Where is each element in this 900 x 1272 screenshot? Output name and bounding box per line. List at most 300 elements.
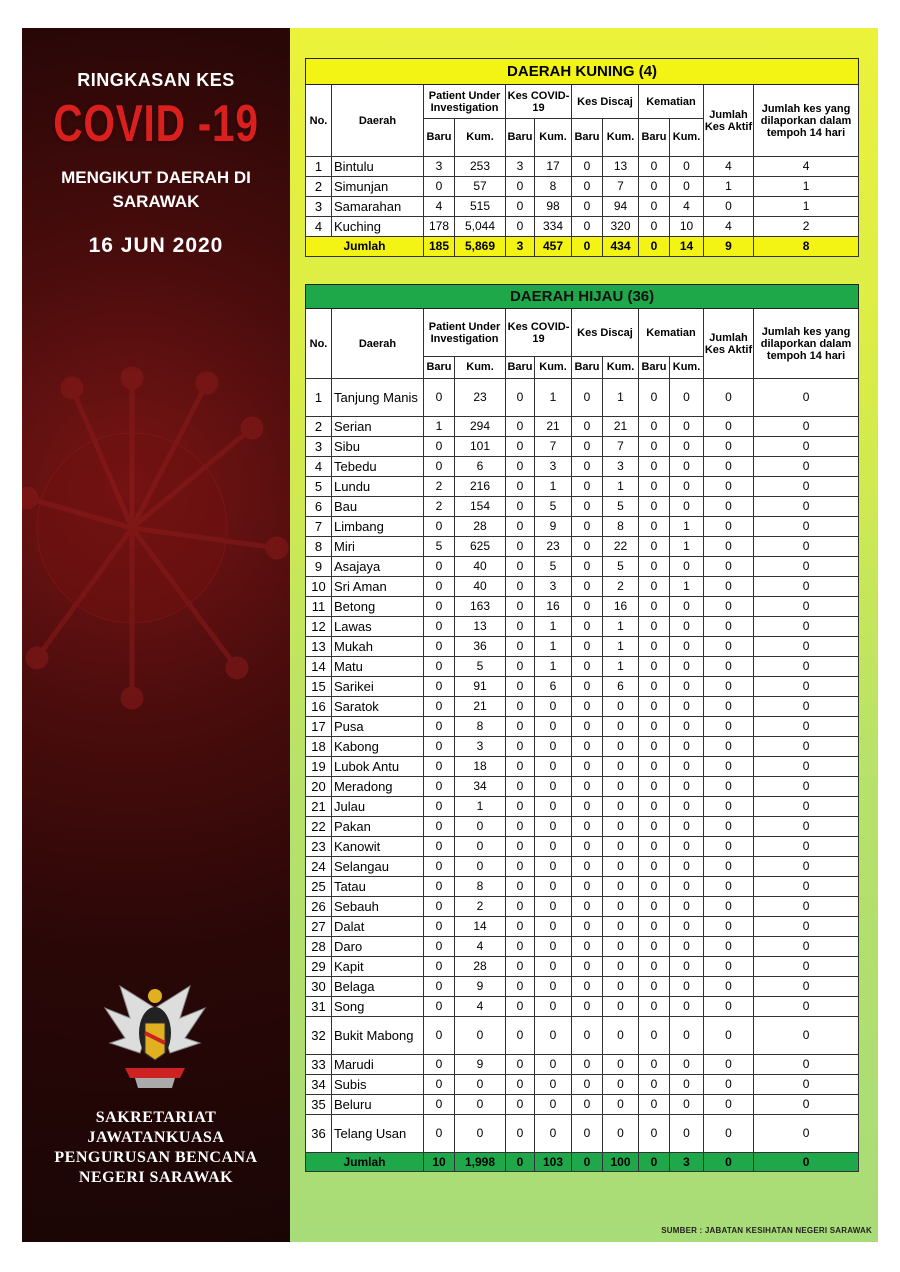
table-cell: 3 (535, 577, 572, 597)
table-cell: 0 (754, 557, 859, 577)
table-cell: 21 (535, 417, 572, 437)
table-row (306, 817, 859, 837)
table-cell: 4 (455, 937, 506, 957)
table-cell: 0 (424, 577, 455, 597)
table-cell: 0 (572, 457, 603, 477)
district-name: Betong (332, 597, 424, 617)
table-cell: 0 (506, 897, 535, 917)
table-cell: 0 (506, 757, 535, 777)
table-cell: 0 (639, 857, 670, 877)
left-panel (22, 28, 290, 1242)
table-cell: 0 (754, 379, 859, 417)
table-cell: 0 (754, 877, 859, 897)
table-cell: 0 (506, 537, 535, 557)
table-cell: 0 (424, 797, 455, 817)
table-cell: 0 (535, 957, 572, 977)
table-cell: 0 (639, 837, 670, 857)
table-cell: 0 (670, 379, 704, 417)
table-cell: 0 (506, 1115, 535, 1153)
table-cell: 0 (424, 717, 455, 737)
row-number: 7 (306, 517, 332, 537)
table-cell: 0 (603, 1017, 639, 1055)
table-row (306, 737, 859, 757)
table-cell: 36 (455, 637, 506, 657)
table-cell: 0 (535, 1017, 572, 1055)
table-row (306, 177, 859, 197)
table-cell: 0 (506, 937, 535, 957)
table-cell: 0 (704, 597, 754, 617)
table-cell: 0 (572, 617, 603, 637)
row-number: 35 (306, 1095, 332, 1115)
table-cell: 0 (572, 817, 603, 837)
table-cell: 0 (754, 1055, 859, 1075)
table-cell: 0 (424, 937, 455, 957)
table-cell: 2 (424, 497, 455, 517)
table-cell: 0 (424, 1095, 455, 1115)
table-cell: 0 (572, 677, 603, 697)
sub-kum: Kum. (670, 119, 704, 157)
table-cell: 0 (704, 797, 754, 817)
table-cell: 0 (535, 997, 572, 1017)
secretariat-footer (22, 1108, 290, 1188)
table-cell: 0 (535, 797, 572, 817)
table-cell: 0 (754, 597, 859, 617)
table-cell: 0 (704, 497, 754, 517)
table-cell: 7 (535, 437, 572, 457)
table-cell: 1 (603, 637, 639, 657)
sub-baru: Baru (572, 119, 603, 157)
table-row (306, 1095, 859, 1115)
table-cell: 294 (455, 417, 506, 437)
table-cell: 0 (424, 757, 455, 777)
row-number: 9 (306, 557, 332, 577)
table-cell: 0 (754, 437, 859, 457)
table-cell: 0 (572, 717, 603, 737)
table-row (306, 517, 859, 537)
table-cell: 0 (670, 557, 704, 577)
row-number: 16 (306, 697, 332, 717)
table-cell: 0 (754, 657, 859, 677)
table-cell: 1 (603, 477, 639, 497)
table-cell: 22 (603, 537, 639, 557)
table-cell: 0 (639, 657, 670, 677)
row-number: 10 (306, 577, 332, 597)
table-cell: 0 (424, 857, 455, 877)
table-cell: 1 (535, 379, 572, 417)
table-cell: 0 (670, 897, 704, 917)
table-cell: 0 (704, 637, 754, 657)
table-cell: 5 (603, 497, 639, 517)
table-cell: 0 (455, 1075, 506, 1095)
table-cell: 0 (754, 417, 859, 437)
table-cell: 0 (754, 577, 859, 597)
table-cell: 98 (535, 197, 572, 217)
table-cell: 94 (603, 197, 639, 217)
table-cell: 5 (424, 537, 455, 557)
table-cell: 0 (572, 737, 603, 757)
row-number: 22 (306, 817, 332, 837)
table-cell: 0 (704, 517, 754, 537)
district-name: Meradong (332, 777, 424, 797)
table-cell: 0 (754, 797, 859, 817)
table-cell: 1 (754, 197, 859, 217)
table-cell: 1 (455, 797, 506, 817)
table-cell: 0 (506, 597, 535, 617)
table-cell: 0 (639, 957, 670, 977)
table-cell: 0 (572, 977, 603, 997)
table-cell: 0 (670, 637, 704, 657)
table-cell: 0 (455, 837, 506, 857)
table-row (306, 597, 859, 617)
table-cell: 0 (603, 857, 639, 877)
table-cell: 0 (572, 757, 603, 777)
table-cell: 163 (455, 597, 506, 617)
table-cell: 0 (639, 457, 670, 477)
table-cell: 0 (639, 817, 670, 837)
district-name: Sebauh (332, 897, 424, 917)
table-cell: 0 (603, 757, 639, 777)
row-number: 20 (306, 777, 332, 797)
table-cell: 13 (455, 617, 506, 637)
table-cell: 0 (424, 1017, 455, 1055)
table-cell: 0 (506, 977, 535, 997)
table-cell: 0 (754, 617, 859, 637)
table-cell: 0 (670, 857, 704, 877)
sub-baru: Baru (424, 357, 455, 379)
table-cell: 10 (670, 217, 704, 237)
table-cell: 23 (535, 537, 572, 557)
table-row (306, 717, 859, 737)
district-name: Kanowit (332, 837, 424, 857)
table-row (306, 777, 859, 797)
table-cell: 0 (572, 797, 603, 817)
table-cell: 0 (424, 977, 455, 997)
table-cell: 0 (535, 737, 572, 757)
table-cell: 0 (535, 697, 572, 717)
table-cell: 2 (424, 477, 455, 497)
table-cell: 0 (670, 617, 704, 637)
sub-baru: Baru (639, 119, 670, 157)
table-cell: 0 (704, 417, 754, 437)
table-cell: 0 (670, 597, 704, 617)
table-cell: 0 (670, 1017, 704, 1055)
row-number: 8 (306, 537, 332, 557)
table-cell: 5 (535, 497, 572, 517)
table-cell: 0 (704, 897, 754, 917)
table-cell: 320 (603, 217, 639, 237)
table-cell: 2 (603, 577, 639, 597)
sub-kum: Kum. (535, 357, 572, 379)
table-row (306, 537, 859, 557)
table-row (306, 837, 859, 857)
table-cell: 16 (535, 597, 572, 617)
table-cell: 0 (424, 817, 455, 837)
table-cell: 9 (535, 517, 572, 537)
table-cell: 0 (572, 477, 603, 497)
table-cell: 0 (670, 817, 704, 837)
table-cell: 0 (670, 457, 704, 477)
district-name: Belaga (332, 977, 424, 997)
table-row (306, 1017, 859, 1055)
table-cell: 16 (603, 597, 639, 617)
table-cell: 0 (506, 857, 535, 877)
table-cell: 7 (603, 177, 639, 197)
row-number: 3 (306, 437, 332, 457)
table-cell: 0 (572, 497, 603, 517)
table-cell: 0 (754, 1017, 859, 1055)
table-cell: 0 (603, 897, 639, 917)
source-note: SUMBER : JABATAN KESIHATAN NEGERI SARAWAK (661, 1226, 872, 1235)
col-pui: Patient Under Investigation (424, 85, 506, 119)
table-cell: 0 (670, 877, 704, 897)
table-cell: 0 (506, 379, 535, 417)
table-cell: 0 (639, 379, 670, 417)
table-cell: 0 (639, 217, 670, 237)
table-cell: 0 (704, 1017, 754, 1055)
district-name: Pakan (332, 817, 424, 837)
table-cell: 0 (535, 817, 572, 837)
sub-kum: Kum. (455, 357, 506, 379)
table-cell: 0 (424, 1115, 455, 1153)
table-cell: 0 (704, 1075, 754, 1095)
district-name: Miri (332, 537, 424, 557)
table-cell: 0 (603, 717, 639, 737)
total-cell: 0 (639, 237, 670, 257)
footer-line: PENGURUSAN BENCANA (54, 1149, 258, 1166)
district-name: Bintulu (332, 157, 424, 177)
col-no: No. (306, 85, 332, 157)
table-cell: 0 (424, 597, 455, 617)
table-cell: 0 (754, 917, 859, 937)
row-number: 24 (306, 857, 332, 877)
table-cell: 0 (704, 937, 754, 957)
table-cell: 0 (603, 957, 639, 977)
table-cell: 0 (424, 677, 455, 697)
table-cell: 1 (424, 417, 455, 437)
table-cell: 0 (639, 1075, 670, 1095)
table-cell: 0 (506, 1075, 535, 1095)
table-cell: 4 (670, 197, 704, 217)
table-cell: 178 (424, 217, 455, 237)
table-cell: 0 (572, 1095, 603, 1115)
table-cell: 0 (639, 797, 670, 817)
table-cell: 0 (639, 937, 670, 957)
table-cell: 0 (424, 997, 455, 1017)
table-cell: 2 (754, 217, 859, 237)
table-cell: 0 (639, 1095, 670, 1115)
table-cell: 0 (572, 577, 603, 597)
table-cell: 0 (639, 517, 670, 537)
table-cell: 0 (704, 817, 754, 837)
table-cell: 0 (639, 697, 670, 717)
table-cell: 0 (424, 1055, 455, 1075)
district-name: Asajaya (332, 557, 424, 577)
table-cell: 0 (572, 557, 603, 577)
district-name: Limbang (332, 517, 424, 537)
table-cell: 0 (670, 417, 704, 437)
table-cell: 0 (572, 897, 603, 917)
table-cell: 0 (670, 157, 704, 177)
table-cell: 0 (424, 917, 455, 937)
table-cell: 0 (424, 637, 455, 657)
table-cell: 0 (670, 1095, 704, 1115)
total-cell: 8 (754, 237, 859, 257)
table-cell: 0 (639, 717, 670, 737)
table-cell: 0 (754, 457, 859, 477)
col-discaj: Kes Discaj (572, 85, 639, 119)
table-cell: 0 (704, 737, 754, 757)
table-cell: 14 (455, 917, 506, 937)
table-cell: 0 (506, 437, 535, 457)
table-cell: 0 (603, 1115, 639, 1153)
table-cell: 9 (455, 977, 506, 997)
table-cell: 0 (639, 1115, 670, 1153)
table-cell: 0 (506, 1095, 535, 1115)
table-row (306, 457, 859, 477)
table-cell: 0 (572, 537, 603, 557)
table-row (306, 877, 859, 897)
district-name: Kuching (332, 217, 424, 237)
table-cell: 0 (535, 837, 572, 857)
total-cell: 3 (670, 1153, 704, 1172)
table-cell: 1 (603, 379, 639, 417)
table-cell: 154 (455, 497, 506, 517)
table-cell: 0 (506, 717, 535, 737)
district-name: Tatau (332, 877, 424, 897)
table-cell: 0 (572, 657, 603, 677)
district-name: Matu (332, 657, 424, 677)
total-cell: 0 (572, 237, 603, 257)
table-cell: 0 (424, 697, 455, 717)
row-number: 14 (306, 657, 332, 677)
table-cell: 0 (535, 1115, 572, 1153)
table-cell: 0 (535, 1055, 572, 1075)
table-cell: 334 (535, 217, 572, 237)
table-cell: 0 (754, 897, 859, 917)
table-cell: 0 (639, 197, 670, 217)
row-number: 31 (306, 997, 332, 1017)
table-cell: 0 (704, 437, 754, 457)
table-cell: 101 (455, 437, 506, 457)
table-cell: 0 (572, 957, 603, 977)
table-cell: 1 (535, 477, 572, 497)
table-cell: 0 (670, 757, 704, 777)
table-cell: 0 (639, 637, 670, 657)
table-cell: 0 (424, 877, 455, 897)
district-name: Pusa (332, 717, 424, 737)
row-number: 2 (306, 417, 332, 437)
table-cell: 3 (506, 157, 535, 177)
table-cell: 0 (639, 497, 670, 517)
table-cell: 0 (603, 917, 639, 937)
table-cell: 0 (670, 957, 704, 977)
table-cell: 0 (424, 177, 455, 197)
table-cell: 5,044 (455, 217, 506, 237)
table-cell: 6 (455, 457, 506, 477)
table-cell: 0 (639, 437, 670, 457)
col-aktif: Jumlah Kes Aktif (704, 309, 754, 379)
total-cell: 0 (754, 1153, 859, 1172)
table-cell: 0 (704, 957, 754, 977)
total-cell: 14 (670, 237, 704, 257)
covid-title: COVID -19 (53, 95, 259, 153)
district-name: Samarahan (332, 197, 424, 217)
table-cell: 0 (754, 957, 859, 977)
table-cell: 0 (506, 557, 535, 577)
table-cell: 0 (506, 637, 535, 657)
table-cell: 0 (506, 877, 535, 897)
table-row (306, 497, 859, 517)
table-cell: 0 (603, 817, 639, 837)
table-row (306, 379, 859, 417)
row-number: 1 (306, 379, 332, 417)
district-name: Bukit Mabong (332, 1017, 424, 1055)
table-cell: 0 (603, 1095, 639, 1115)
row-number: 29 (306, 957, 332, 977)
table-cell: 0 (639, 737, 670, 757)
table-cell: 1 (670, 537, 704, 557)
row-number: 21 (306, 797, 332, 817)
table-cell: 4 (455, 997, 506, 1017)
hijau-title: DAERAH HIJAU (36) (306, 285, 859, 309)
table-cell: 0 (639, 1017, 670, 1055)
table-cell: 0 (506, 197, 535, 217)
sub-baru: Baru (506, 357, 535, 379)
district-name: Beluru (332, 1095, 424, 1115)
table-cell: 0 (704, 1055, 754, 1075)
district-name: Sarikei (332, 677, 424, 697)
table-cell: 0 (506, 617, 535, 637)
row-number: 36 (306, 1115, 332, 1153)
table-cell: 0 (455, 1017, 506, 1055)
table-cell: 216 (455, 477, 506, 497)
total-cell: 100 (603, 1153, 639, 1172)
table-cell: 1 (535, 657, 572, 677)
table-cell: 0 (506, 217, 535, 237)
table-cell: 0 (704, 457, 754, 477)
table-cell: 0 (670, 497, 704, 517)
table-cell: 0 (639, 757, 670, 777)
table-cell: 0 (754, 677, 859, 697)
total-cell: 0 (704, 1153, 754, 1172)
row-number: 32 (306, 1017, 332, 1055)
table-cell: 0 (424, 737, 455, 757)
table-cell: 0 (670, 977, 704, 997)
table-cell: 0 (572, 877, 603, 897)
table-cell: 0 (603, 1055, 639, 1075)
table-cell: 0 (572, 417, 603, 437)
table-cell: 0 (506, 997, 535, 1017)
table-cell: 0 (572, 937, 603, 957)
table-cell: 0 (704, 1095, 754, 1115)
footer-line: JAWATANKUASA (87, 1129, 225, 1146)
table-cell: 0 (704, 857, 754, 877)
table-cell: 0 (455, 817, 506, 837)
table-cell: 3 (455, 737, 506, 757)
table-cell: 0 (572, 837, 603, 857)
table-cell: 0 (572, 1075, 603, 1095)
footer-line: NEGERI SARAWAK (78, 1169, 234, 1186)
table-cell: 0 (704, 1115, 754, 1153)
table-cell: 0 (754, 1095, 859, 1115)
table-cell: 0 (704, 777, 754, 797)
table-cell: 0 (639, 597, 670, 617)
table-cell: 0 (572, 697, 603, 717)
table-row (306, 197, 859, 217)
table-cell: 0 (572, 857, 603, 877)
table-cell: 2 (455, 897, 506, 917)
table-cell: 0 (506, 477, 535, 497)
